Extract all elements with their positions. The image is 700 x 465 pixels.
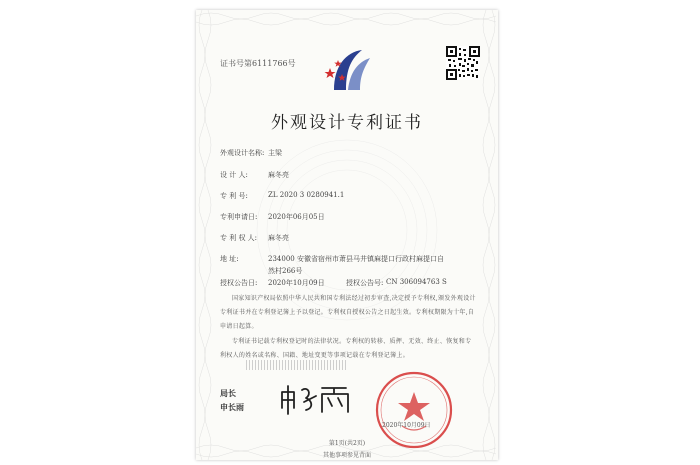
footer-note: 其他事项参见背面	[322, 452, 371, 459]
cnipa-logo	[322, 46, 374, 94]
field-label: 专 利 号:	[220, 192, 248, 200]
grant-paragraph: 国家知识产权局依照中华人民共和国专利法经过初步审查,决定授予专利权,颁发外观设计专利证书并在专利登记簿上予以登记。专利权自授权公告之日起生效。专利权期限为十年,自申请日起算。	[220, 295, 476, 330]
certificate-title: 外观设计专利证书	[271, 113, 423, 133]
field-value: 麻冬亮	[268, 171, 289, 179]
field-label: 授权公告日:	[220, 279, 258, 287]
field-label: 外观设计名称:	[220, 149, 265, 157]
legal-status-paragraph: 专利证书记载专利权登记时的法律状况。专利权的转移、质押、无效、终止、恢复和专利权人的姓名或名称、国籍、地址变更等事项记载在专利登记簿上。	[220, 338, 472, 359]
field-value: 234000 安徽省宿州市萧县马井镇麻提口行政村麻提口自	[268, 255, 444, 263]
seal-date: 2020年10月09日	[382, 422, 431, 429]
field-value: 主梁	[268, 149, 282, 157]
field-value: 2020年10月09日	[268, 279, 325, 287]
announcement-label: 授权公告号:	[346, 279, 384, 287]
patent-certificate	[196, 10, 498, 460]
field-label: 设 计 人:	[220, 171, 248, 179]
certificate-number: 证书号第6111766号	[220, 59, 296, 68]
field-label: 专利申请日:	[220, 213, 258, 221]
page-info: 第1页(共2页)	[328, 440, 366, 447]
handwritten-signature	[276, 378, 356, 418]
field-value: 然村266号	[268, 267, 303, 275]
field-value: ZL 2020 3 0280941.1	[268, 191, 345, 199]
qr-code	[446, 46, 480, 80]
field-value: 麻冬亮	[268, 234, 289, 242]
field-label: 地 址:	[220, 255, 239, 263]
signature-title-director: 局长	[220, 388, 236, 398]
barcode	[246, 360, 346, 370]
field-label: 专 利 权 人:	[220, 234, 258, 242]
announcement-number: CN 306094763 S	[386, 278, 447, 286]
signature-title-name: 申长雨	[220, 402, 244, 412]
field-value: 2020年06月05日	[268, 213, 325, 221]
